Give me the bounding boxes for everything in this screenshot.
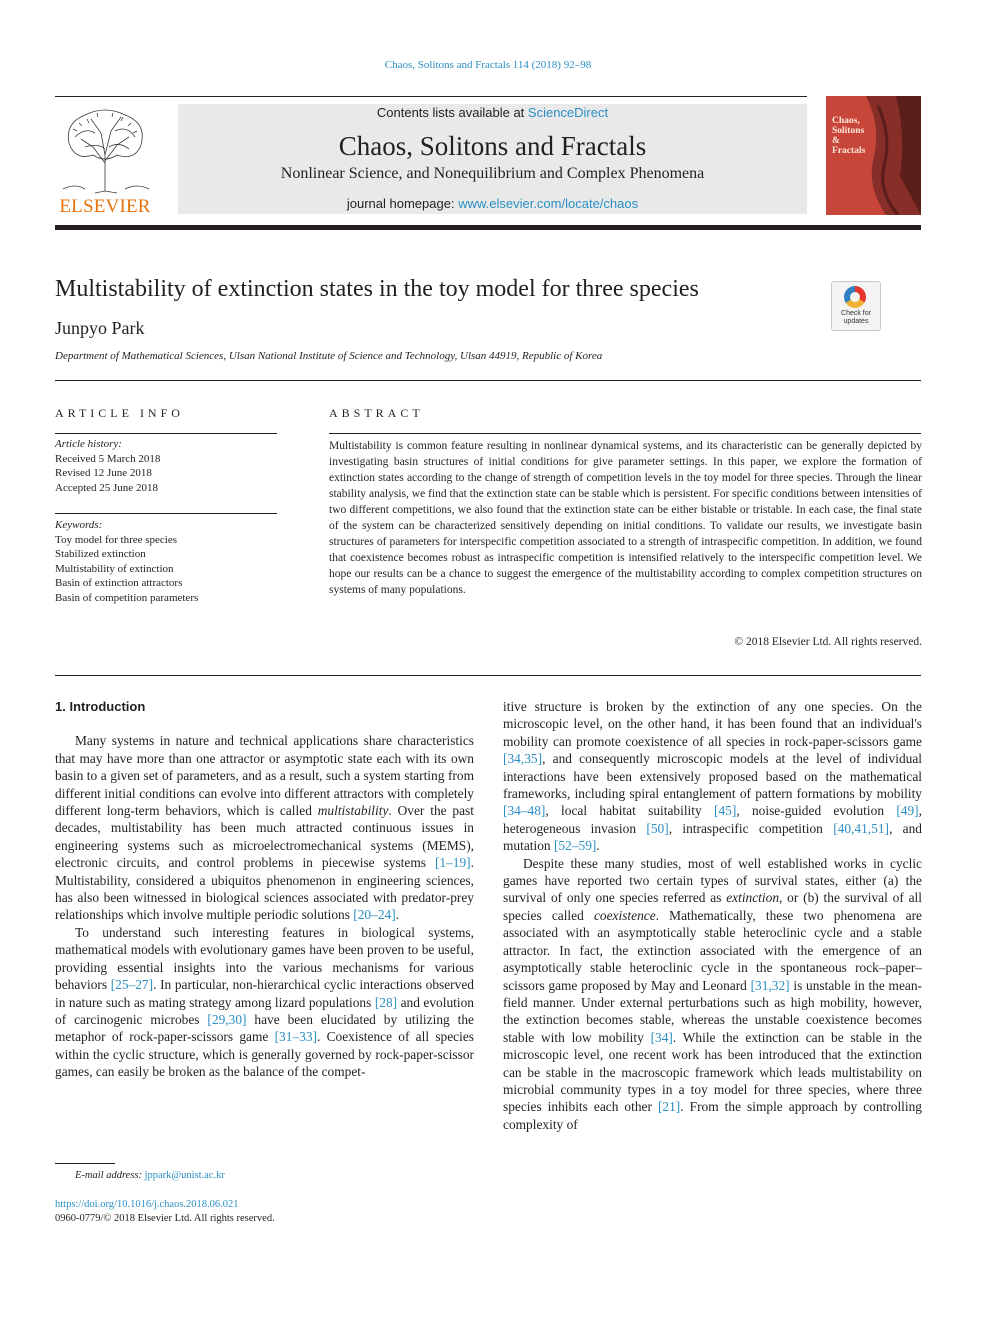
article-title: Multistability of extinction states in the toy model for three species: [55, 276, 699, 302]
citation-link[interactable]: [1–19]: [434, 855, 471, 871]
check-for-updates-button[interactable]: [831, 281, 881, 331]
crossmark-icon: [844, 286, 866, 308]
article-info-heading: ARTICLE INFO: [55, 406, 184, 420]
footnote-rule: [55, 1163, 115, 1164]
article-history: [55, 437, 277, 495]
section-heading: 1. Introduction: [55, 699, 146, 714]
author-affiliation: Department of Mathematical Sciences, Ulsan National Institute of Science and Technology, Ulsan 44919, Republic of Korea: [55, 350, 603, 362]
doi-link-text[interactable]: https://doi.org/10.1016/j.chaos.2018.06.021: [55, 1199, 239, 1210]
contents-line: [178, 105, 807, 120]
masthead-bottom-rule: [55, 225, 921, 230]
history-accepted: Accepted 25 June 2018: [55, 481, 158, 494]
keyword-item: Stabilized extinction: [55, 548, 146, 560]
check-for-updates-label: Check for updates: [841, 310, 871, 325]
journal-homepage-line: [178, 196, 807, 211]
citation-link[interactable]: [49]: [896, 803, 919, 819]
elsevier-tree-icon: [55, 103, 155, 195]
paragraph: Many systems in nature and technical applications share characteristics that may have more than one attractor or asymptotic state each with its own basin to a given set of parameters, and as a result, such a system starting from different initial conditions can evolve into different attractors with completely different long-term behaviors, which is called multistability. Over the past decades, multistability has been much attracted continuous issues in engineering systems such as microelectromechanical systems (MEMS), electronic circuits, and control problems in piecewise systems [1–19]. Multistability, considered a ubiquitos phenomenon in engineering sciences, has also been witnessed in biological sciences associated with predator-prey relationships which involve multiple periodic solutions [20–24].: [55, 733, 474, 923]
abstract-rule: [329, 433, 921, 434]
body-column-left: [55, 698, 474, 1081]
citation-link[interactable]: [31–33]: [274, 1029, 317, 1045]
citation-link[interactable]: [25–27]: [110, 977, 154, 993]
author-email-link[interactable]: jppark@unist.ac.kr: [144, 1170, 225, 1181]
citation-link[interactable]: [50]: [646, 820, 669, 836]
citation-link[interactable]: [31,32]: [750, 977, 790, 993]
history-label: Article history:: [55, 438, 122, 450]
emphasis: coexistence: [593, 907, 656, 923]
title-divider: [55, 380, 921, 381]
keywords-label: Keywords:: [55, 519, 103, 531]
contents-prefix: Contents lists available at: [376, 105, 528, 120]
issn-line: 0960-0779/© 2018 Elsevier Ltd. All rights reserved.: [55, 1213, 275, 1224]
citation-link[interactable]: [34]: [650, 1029, 673, 1045]
journal-title: Chaos, Solitons and Fractals: [338, 131, 647, 161]
keyword-item: Multistability of extinction: [55, 562, 174, 575]
journal-subtitle: Nonlinear Science, and Nonequilibrium and Complex Phenomena: [280, 165, 705, 182]
keyword-item: Basin of competition parameters: [55, 591, 199, 604]
citation-link[interactable]: [52–59]: [553, 838, 597, 854]
abstract-text: Multistability is common feature resulting in nonlinear dynamical systems, and its characteristic can be generally depicted by investigating basin structures of initial conditions for give parameter settings. In this paper, we explore the formation of extinction states according to the change of strength of competition levels in the toy model for three species. Through the linear stability analysis, we find that the extinction state can be stable which is persistent. For specific conditions between intensities of two different competitions, we also found that the extinction state can be either bistable or tristable. In each case, the final state of the system can be characterized sensitively depending on initial conditions. To validate our results, we investigate basin structures of parameters for interspecific competition associated to a strength of intraspecific competition. In addition, we found that coexistence becomes robust as intraspecific competition is intensified relatively to the interspecific competition level. We hope our results can be a chance to suggest the emergence of the multistability according to complex competition structures on systems of many populations.: [329, 440, 922, 596]
crossmark-center: [850, 292, 860, 302]
copyright-notice: © 2018 Elsevier Ltd. All rights reserved.: [734, 636, 922, 648]
citation-link[interactable]: [29,30]: [207, 1011, 247, 1027]
paragraph: itive structure is broken by the extinction of any one species. On the microscopic level, on the other hand, it has been found that an individual's mobility can promote coexistence of all species in rock-paper-scissors game [34,35], and consequently microscopic models at the level of individual interactions have been extensively proposed based on the mathematical frameworks, including spiral entanglement of pattern formations by mobility [34–48], local habitat suitability [45], noise-guided evolution [49], heterogeneous invasion [50], intraspecific competition [40,41,51], and mutation [52–59].: [503, 699, 922, 854]
keywords-list: [55, 518, 277, 605]
abstract-heading: ABSTRACT: [329, 406, 424, 420]
homepage-prefix: journal homepage:: [346, 196, 459, 211]
journal-cover-thumbnail[interactable]: [826, 96, 921, 215]
keyword-item: Basin of extinction attractors: [55, 577, 183, 589]
author-name[interactable]: Junpyo Park: [55, 318, 145, 338]
history-revised: Revised 12 June 2018: [55, 467, 152, 479]
citation-link[interactable]: [28]: [374, 994, 398, 1010]
citation-link[interactable]: [21]: [657, 1099, 681, 1115]
citation-link[interactable]: [40,41,51]: [833, 820, 889, 836]
doi-link[interactable]: [55, 1199, 239, 1210]
keyword-item: Toy model for three species: [55, 533, 178, 546]
sciencedirect-link[interactable]: ScienceDirect: [527, 105, 609, 120]
elsevier-wordmark: ELSEVIER: [59, 196, 151, 217]
journal-reference-link[interactable]: Chaos, Solitons and Fractals 114 (2018) 92–98: [384, 59, 592, 71]
citation-link[interactable]: [20–24]: [353, 907, 396, 923]
masthead-top-rule: [55, 96, 807, 97]
citation-link[interactable]: [34–48]: [503, 803, 546, 819]
paragraph: To understand such interesting features in biological systems, mathematical models with evolutionary games have been proven to be useful, providing essential insights into the various mechanisms for various behaviors [25–27]. In particular, non-hierarchical cyclic interactions observed in nature such as mating strategy among lizard populations [28] and evolution of carcinogenic microbes [29,30] have been elucidated by utilizing the metaphor of rock-paper-scissors game [31–33]. Coexistence of all species within the cyclic structure, which is generally governed by rock-paper-scissor games, can easily be broken as the balance of the compet-: [55, 924, 474, 1080]
journal-reference[interactable]: [0, 59, 976, 71]
email-label: E-mail address:: [75, 1170, 145, 1181]
emphasis: multistability: [317, 803, 389, 819]
abstract-bottom-rule: [55, 675, 921, 676]
paragraph: Despite these many studies, most of well established works in cyclic games have reported two certain types of survival states, either (a) the survival of only one species referred as extinction, or (b) the survival of all species called coexistence. Mathematically, these two phenomena are associated with an asymptotically stable heteroclinic cycle and a stable attractor. In fact, the extinction associated with the emergence of an asymptotically stable heteroclinic cycle in the spontaneous rock–paper–scissors game proposed by May and Leonard [31,32] is unstable in the mean-field manner. Under external perturbations such as high mobility, however, the extinction becomes stable, whereas the unstable coexistence becomes stable with low mobility [34]. While the extinction can be stable in the microscopic level, one recent work has been introduced that the extinction can be stable in the macroscopic framework which leads multistability on microbial community types in a toy model for three species, where three species inhibits each other [21]. From the simple approach by controlling complexity of: [503, 855, 922, 1132]
citation-link[interactable]: [45]: [714, 803, 737, 819]
history-received: Received 5 March 2018: [55, 452, 161, 465]
keywords-rule: [55, 513, 277, 514]
journal-homepage-link[interactable]: www.elsevier.com/locate/chaos: [458, 196, 639, 211]
body-column-right: [503, 698, 922, 1133]
cover-title: Chaos, Solitons & Fractals: [832, 116, 866, 156]
author-email-footnote: [75, 1170, 225, 1181]
citation-link[interactable]: [34,35]: [503, 751, 543, 767]
emphasis: extinction: [726, 890, 780, 906]
article-info-rule: [55, 433, 277, 434]
